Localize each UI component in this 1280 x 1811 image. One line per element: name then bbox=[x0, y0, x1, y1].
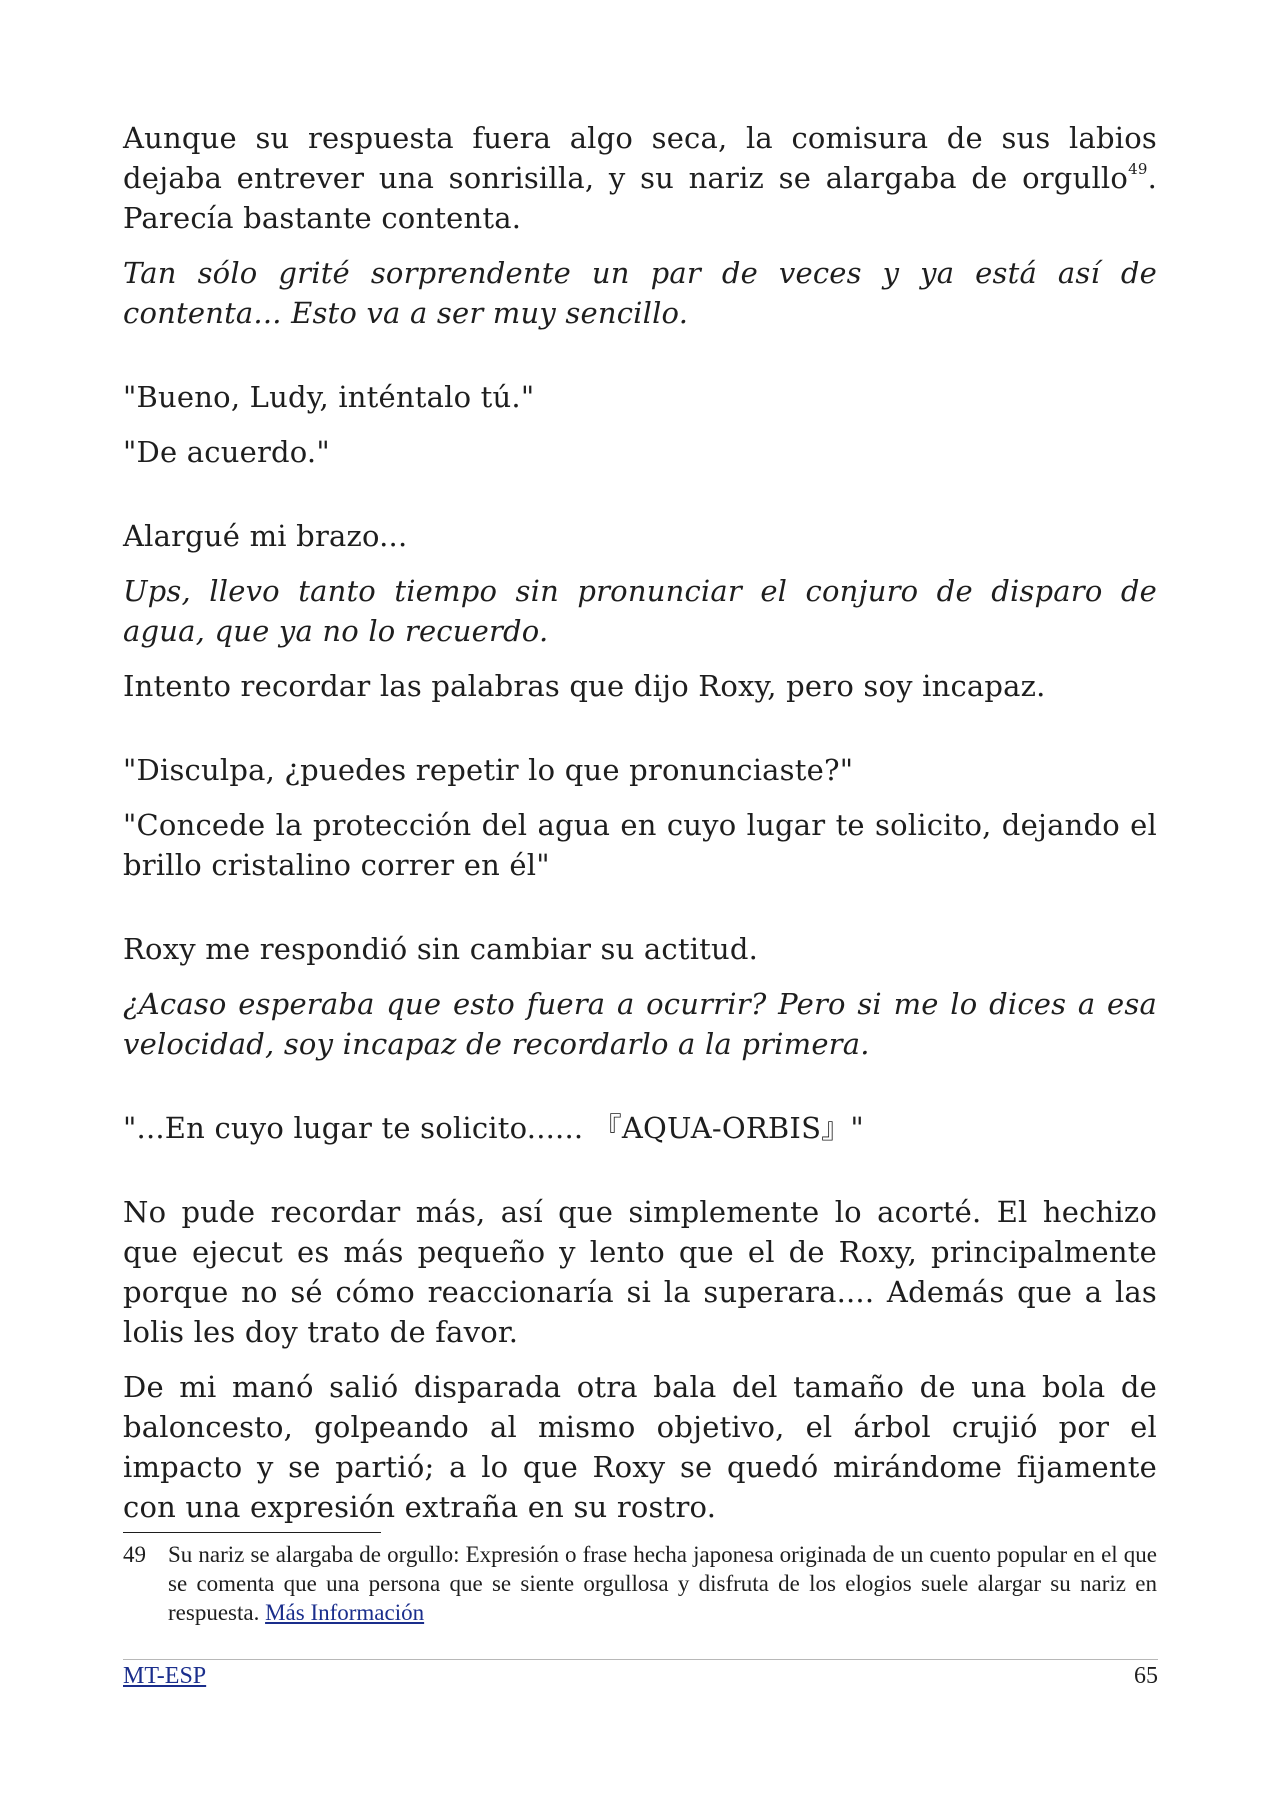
footnote-text-block bbox=[168, 1540, 1157, 1627]
page-body bbox=[123, 118, 1157, 1527]
more-info-link[interactable]: Más Información bbox=[265, 1600, 425, 1625]
paragraph-13: No pude recordar más, así que simplemente lo acorté. El hechizo que ejecut es más pequeño y lento que el de Roxy, principalmente porque no sé cómo reaccionaría si la superara.... Además que a las lolis les doy trato de favor. bbox=[123, 1195, 1157, 1349]
paragraph-11-thought: ¿Acaso esperaba que esto fuera a ocurrir? Pero si me lo dices a esa velocidad, soy incapaz de recordarlo a la primera. bbox=[123, 987, 1157, 1061]
paragraph-14: De mi manó salió disparada otra bala del tamaño de una bola de baloncesto, golpeando al mismo objetivo, el árbol crujió por el impacto y se partió; a lo que Roxy se quedó mirándome fijamente con una expresión extraña en su rostro. bbox=[123, 1370, 1157, 1524]
paragraph-1-tail: . Parecía bastante contenta. bbox=[123, 161, 1157, 235]
paragraph-4-dialogue: "De acuerdo." bbox=[123, 435, 330, 469]
paragraph-6-thought: Ups, llevo tanto tiempo sin pronunciar el conjuro de disparo de agua, que ya no lo recuerdo. bbox=[123, 574, 1157, 648]
paragraph-10: Roxy me respondió sin cambiar su actitud. bbox=[123, 932, 759, 966]
footnote-reference[interactable]: 49 bbox=[1128, 160, 1148, 178]
paragraph-3-dialogue: "Bueno, Ludy, inténtalo tú." bbox=[123, 380, 535, 414]
paragraph-1 bbox=[123, 118, 1157, 238]
paragraph-1-text: Aunque su respuesta fuera algo seca, la comisura de sus labios dejaba entrever una sonrisilla, y su nariz se alargaba de orgullo bbox=[123, 121, 1157, 195]
paragraph-5: Alargué mi brazo... bbox=[123, 519, 408, 553]
footer-mt-esp-link[interactable]: MT-ESP bbox=[123, 1663, 207, 1689]
paragraph-8-dialogue: "Disculpa, ¿puedes repetir lo que pronunciaste?" bbox=[123, 753, 854, 787]
footnote-text: Su nariz se alargaba de orgullo: Expresión o frase hecha japonesa originada de un cuento popular en el que se comenta que una persona que se siente orgullosa y disfruta de los elogios suele alargar su nariz en respuesta. bbox=[168, 1542, 1157, 1625]
footnote-separator bbox=[123, 1532, 381, 1533]
footnote bbox=[123, 1540, 1157, 1627]
paragraph-2-thought: Tan sólo grité sorprendente un par de veces y ya está así de contenta... Esto va a ser muy sencillo. bbox=[123, 256, 1157, 330]
footnote-number: 49 bbox=[123, 1542, 146, 1567]
paragraph-9-dialogue: "Concede la protección del agua en cuyo lugar te solicito, dejando el brillo cristalino correr en él" bbox=[123, 808, 1157, 882]
page-number: 65 bbox=[1134, 1663, 1158, 1689]
footer-divider bbox=[123, 1659, 1158, 1660]
paragraph-7: Intento recordar las palabras que dijo Roxy, pero soy incapaz. bbox=[123, 669, 1046, 703]
paragraph-12-dialogue: "...En cuyo lugar te solicito...... 『AQUA-ORBIS』" bbox=[123, 1111, 864, 1145]
